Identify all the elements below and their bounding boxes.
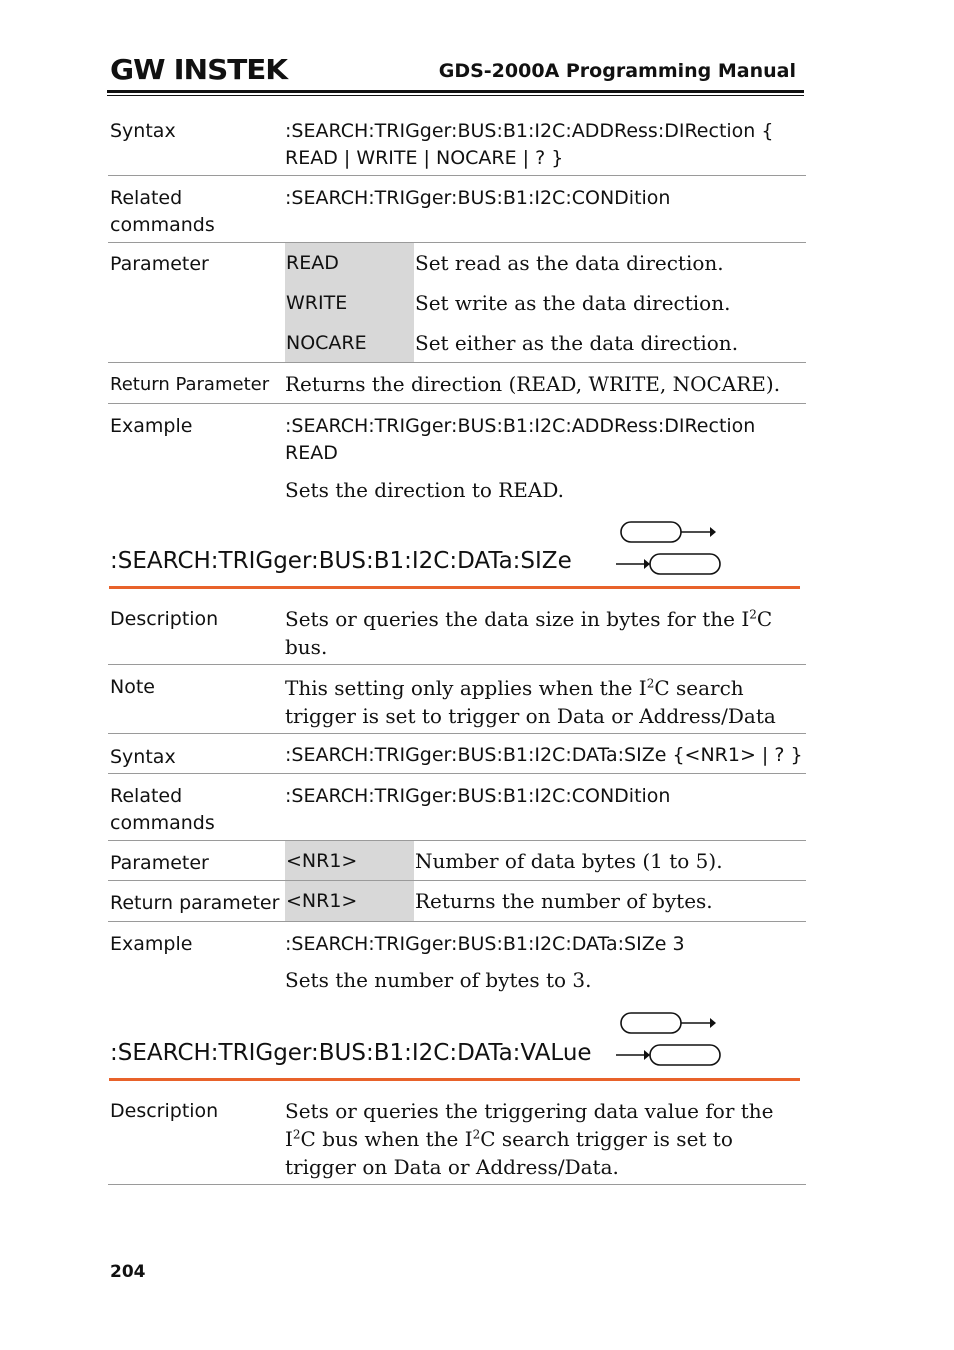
example-command: :SEARCH:TRIGger:BUS:B1:I2C:ADDRess:DIRection READ	[285, 415, 756, 464]
syntax-label: Syntax	[110, 120, 176, 142]
size-command-table	[108, 605, 806, 1002]
example-label: Example	[110, 933, 193, 955]
syntax-value: :SEARCH:TRIGger:BUS:B1:I2C:DATa:SIZe {<NR1> | ? }	[285, 744, 803, 766]
parameter-table	[285, 243, 806, 362]
syntax-label: Syntax	[110, 746, 176, 768]
return-value: Returns the direction (READ, WRITE, NOCARE).	[285, 372, 781, 396]
section-heading-value: :SEARCH:TRIGger:BUS:B1:I2C:DATa:VALue	[110, 1040, 592, 1066]
parameter-name: WRITE	[285, 283, 414, 323]
example-desc: Sets the direction to READ.	[285, 478, 565, 502]
parameter-desc: Set either as the data direction.	[415, 330, 739, 355]
parameter-entry	[285, 323, 806, 362]
parameter-desc: Number of data bytes (1 to 5).	[415, 848, 723, 873]
related-row	[108, 774, 806, 841]
parameter-desc: Set read as the data direction.	[415, 251, 724, 275]
value-command-table	[108, 1097, 806, 1185]
set-command-icon	[621, 1013, 716, 1033]
description-label: Description	[110, 1100, 219, 1122]
set-query-icon	[614, 518, 724, 578]
related-value: :SEARCH:TRIGger:BUS:B1:I2C:CONDition	[285, 187, 671, 209]
note-row	[108, 665, 806, 734]
example-label: Example	[110, 415, 193, 437]
return-entry	[285, 881, 806, 921]
return-label: Return parameter	[110, 892, 280, 914]
syntax-row	[108, 734, 806, 774]
syntax-row	[108, 118, 806, 176]
parameter-label: Parameter	[110, 253, 209, 275]
query-command-icon	[616, 1045, 720, 1065]
parameter-row	[108, 841, 806, 881]
related-value: :SEARCH:TRIGger:BUS:B1:I2C:CONDition	[285, 785, 671, 807]
note-value: This setting only applies when the $I^2C$ search trigger is set to trigger on Data or Address/Data	[285, 676, 776, 728]
parameter-name: <NR1>	[285, 841, 414, 880]
parameter-desc: Set write as the data direction.	[415, 291, 731, 315]
example-desc: Sets the number of bytes to 3.	[285, 968, 592, 992]
parameter-row	[108, 243, 806, 363]
page-number: 204	[110, 1262, 146, 1282]
related-label: Related commands	[110, 785, 215, 834]
manual-title: GDS-2000A Programming Manual	[438, 60, 796, 82]
return-desc: Returns the number of bytes.	[415, 889, 713, 913]
parameter-name: READ	[285, 243, 414, 283]
description-value: Sets or queries the data size in bytes for the $I^2C$ bus.	[285, 607, 773, 659]
set-query-icon	[614, 1009, 724, 1069]
section-rule	[109, 586, 800, 589]
example-row	[108, 922, 806, 1002]
related-row	[108, 176, 806, 243]
description-value: Sets or queries the triggering data value for the $I^2C$ bus when the $I^2C$ search trigger is set to trigger on Data or Address/Data.	[285, 1099, 774, 1179]
header-rule	[107, 90, 804, 93]
return-table	[285, 881, 806, 921]
parameter-table	[285, 841, 806, 880]
return-row	[108, 363, 806, 404]
query-command-icon	[616, 554, 720, 574]
section-rule	[109, 1078, 800, 1081]
description-row	[108, 1097, 806, 1185]
return-label: Return Parameter	[110, 374, 270, 395]
header-rule-thin	[107, 95, 804, 96]
example-command: :SEARCH:TRIGger:BUS:B1:I2C:DATa:SIZe 3	[285, 933, 685, 955]
syntax-value: :SEARCH:TRIGger:BUS:B1:I2C:ADDRess:DIRection { READ | WRITE | NOCARE | ? }	[285, 120, 774, 169]
parameter-label: Parameter	[110, 852, 209, 874]
set-command-icon	[621, 522, 716, 542]
section-heading-size: :SEARCH:TRIGger:BUS:B1:I2C:DATa:SIZe	[110, 548, 572, 574]
brand-logo: GW INSTEK	[110, 53, 287, 86]
return-row	[108, 881, 806, 922]
parameter-name: NOCARE	[285, 323, 414, 362]
parameter-entry	[285, 841, 806, 880]
return-name: <NR1>	[285, 881, 414, 921]
description-row	[108, 605, 806, 665]
description-label: Description	[110, 608, 219, 630]
parameter-entry	[285, 283, 806, 323]
example-row	[108, 404, 806, 504]
related-label: Related commands	[110, 187, 215, 236]
parameter-entry	[285, 243, 806, 283]
note-label: Note	[110, 676, 155, 698]
prev-command-table	[108, 118, 806, 504]
